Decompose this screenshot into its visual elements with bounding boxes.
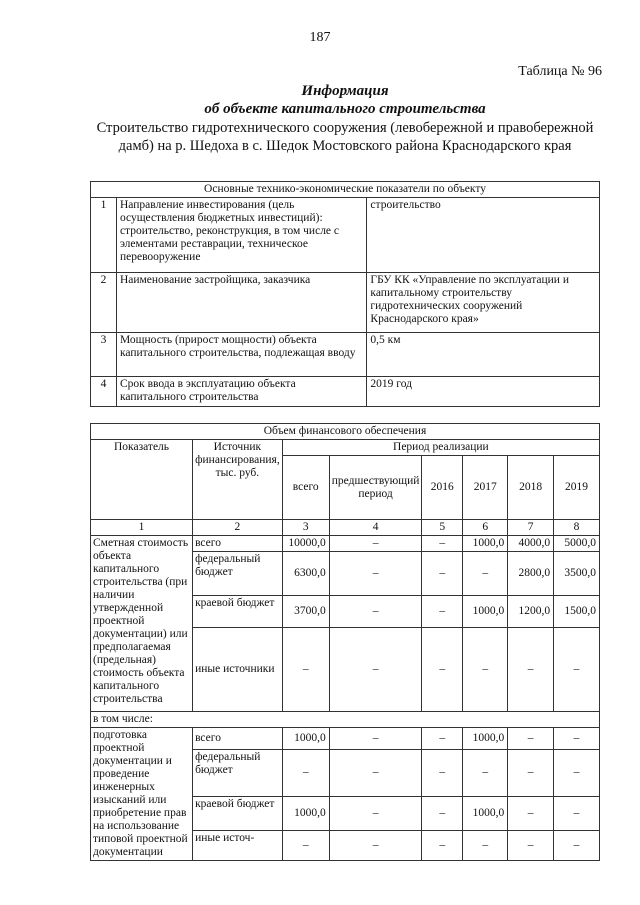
table-label: Таблица № 96 [518, 64, 602, 79]
value-cell: – [329, 596, 422, 628]
source-cell: федеральный бюджет [193, 552, 283, 596]
row-number: 3 [91, 333, 117, 377]
value-cell: 1000,0 [282, 796, 329, 830]
row-number: 1 [91, 198, 117, 273]
fin-table-header: Объем финансового обеспечения [91, 424, 600, 440]
value-cell: – [508, 750, 554, 796]
col-number: 5 [422, 520, 463, 536]
col-number: 3 [282, 520, 329, 536]
value-cell: 1000,0 [463, 728, 508, 750]
indicator-value: 2019 год [367, 377, 600, 407]
value-cell: – [329, 830, 422, 860]
table-row [91, 333, 600, 377]
value-cell: – [282, 830, 329, 860]
value-cell: – [329, 750, 422, 796]
col-year-2018: 2018 [508, 456, 554, 520]
col-number: 6 [463, 520, 508, 536]
source-cell: иные источники [193, 628, 283, 712]
value-cell: – [329, 536, 422, 552]
title-line1: Информация [301, 83, 389, 99]
indicator-name: Направление инвестирования (цель осуществления бюджетных инвестиций): строительство, реконструкция, в том числе с элементами реставрации, техническое перевооружение [116, 198, 366, 273]
col-year-2017: 2017 [463, 456, 508, 520]
value-cell: – [508, 830, 554, 860]
source-cell: краевой бюджет [193, 596, 283, 628]
value-cell: 1000,0 [463, 596, 508, 628]
value-cell: – [422, 830, 463, 860]
table-row [91, 198, 600, 273]
value-cell: – [554, 796, 600, 830]
value-cell: 3700,0 [282, 596, 329, 628]
col-indicator: Показатель [91, 440, 193, 520]
value-cell: 1000,0 [463, 536, 508, 552]
value-cell: – [508, 728, 554, 750]
group2-label: подготовка проектной документации и проведение инженерных изысканий или приобретение прав на использование типовой проектной документации [91, 728, 193, 861]
document-title [90, 82, 600, 155]
table-row [91, 728, 600, 750]
source-cell: федеральный бюджет [193, 750, 283, 796]
col-source: Источник финансирования, тыс. руб. [193, 440, 283, 520]
col-number: 2 [193, 520, 283, 536]
value-cell: 1200,0 [508, 596, 554, 628]
indicator-value: ГБУ КК «Управление по эксплуатации и капитальному строительству гидротехнических сооружений Краснодарского края» [367, 273, 600, 333]
value-cell: – [554, 830, 600, 860]
value-cell: 3500,0 [554, 552, 600, 596]
group1-label: Сметная стоимость объекта капитального строительства (при наличии утвержденной проектной документации) или предполагаемая (предельная) стоимость объекта капитального строительства [91, 536, 193, 712]
col-period: Период реализации [282, 440, 599, 456]
table-row [91, 377, 600, 407]
title-line2: об объекте капитального строительства [204, 101, 486, 117]
indicator-value: строительство [367, 198, 600, 273]
table-row [91, 536, 600, 552]
value-cell: 1000,0 [463, 796, 508, 830]
value-cell: – [422, 796, 463, 830]
row-number: 4 [91, 377, 117, 407]
value-cell: – [329, 552, 422, 596]
col-number: 4 [329, 520, 422, 536]
tech-indicators-table [90, 181, 600, 407]
tech-table-header: Основные технико-экономические показатели по объекту [91, 182, 600, 198]
indicator-name: Наименование застройщика, заказчика [116, 273, 366, 333]
value-cell: – [554, 628, 600, 712]
page-number: 187 [309, 30, 331, 45]
value-cell: – [554, 750, 600, 796]
value-cell: 2800,0 [508, 552, 554, 596]
value-cell: – [463, 628, 508, 712]
value-cell: – [422, 628, 463, 712]
col-previous: предшествующий период [329, 456, 422, 520]
value-cell: – [463, 552, 508, 596]
value-cell: – [463, 750, 508, 796]
value-cell: – [463, 830, 508, 860]
value-cell: 4000,0 [508, 536, 554, 552]
value-cell: – [422, 728, 463, 750]
source-cell: всего [193, 728, 283, 750]
value-cell: 6300,0 [282, 552, 329, 596]
value-cell: – [282, 628, 329, 712]
value-cell: – [329, 796, 422, 830]
indicator-name: Мощность (прирост мощности) объекта капитального строительства, подлежащая вводу [116, 333, 366, 377]
value-cell: – [422, 536, 463, 552]
financing-table [90, 423, 600, 861]
value-cell: – [508, 796, 554, 830]
value-cell: – [422, 596, 463, 628]
title-description: Строительство гидротехнического сооружения (левобережной и правобережной дамб) на р. Шедоха в с. Шедок Мостовского района Краснодарского края [96, 120, 594, 154]
value-cell: – [508, 628, 554, 712]
value-cell: – [282, 750, 329, 796]
source-cell: иные источ- [193, 830, 283, 860]
col-number: 7 [508, 520, 554, 536]
value-cell: 1000,0 [282, 728, 329, 750]
indicator-value: 0,5 км [367, 333, 600, 377]
value-cell: – [422, 750, 463, 796]
source-cell: краевой бюджет [193, 796, 283, 830]
value-cell: – [422, 552, 463, 596]
value-cell: 5000,0 [554, 536, 600, 552]
value-cell: 10000,0 [282, 536, 329, 552]
value-cell: 1500,0 [554, 596, 600, 628]
col-year-2019: 2019 [554, 456, 600, 520]
value-cell: – [329, 628, 422, 712]
value-cell: – [329, 728, 422, 750]
col-year-2016: 2016 [422, 456, 463, 520]
row-number: 2 [91, 273, 117, 333]
including-label: в том числе: [91, 712, 600, 728]
source-cell: всего [193, 536, 283, 552]
value-cell: – [554, 728, 600, 750]
indicator-name: Срок ввода в эксплуатацию объекта капитального строительства [116, 377, 366, 407]
col-number: 1 [91, 520, 193, 536]
col-number: 8 [554, 520, 600, 536]
table-row [91, 273, 600, 333]
col-total: всего [282, 456, 329, 520]
